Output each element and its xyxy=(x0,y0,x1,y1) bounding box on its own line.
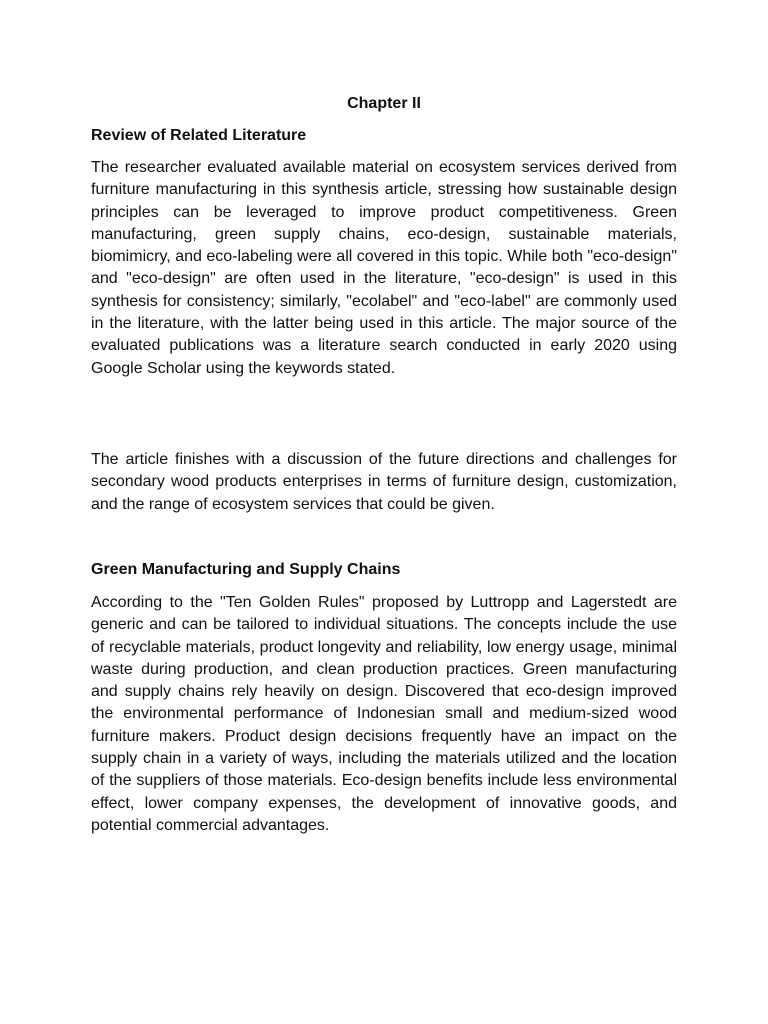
chapter-title: Chapter II xyxy=(347,95,421,112)
section-heading-review: Review of Related Literature xyxy=(91,127,307,144)
green-manufacturing-paragraph: According to the "Ten Golden Rules" proposed by Luttropp and Lagerstedt are generic and can be tailored to individual situations. The concepts include the use of recyclable materials, product longevity and reliability, low energy usage, minimal waste during production, and clean production practices. Green manufacturing and supply chains rely heavily on design. Discovered that eco-design improved the environmental performance of Indonesian small and medium-sized wood furniture makers. Product design decisions frequently have an impact on the supply chain in a variety of ways, including the materials utilized and the location of the suppliers of those materials. Eco-design benefits include less environmental effect, lower company expenses, the development of innovative goods, and potential commercial advantages. xyxy=(91,594,677,834)
review-paragraph-2: The article finishes with a discussion of the future directions and challenges for secondary wood products enterprises in terms of furniture design, customization, and the range of ecosystem services that could be given. xyxy=(91,451,677,513)
section-heading-green-manufacturing: Green Manufacturing and Supply Chains xyxy=(91,561,401,578)
review-paragraph-1: The researcher evaluated available material on ecosystem services derived from furniture manufacturing in this synthesis article, stressing how sustainable design principles can be leveraged to improve product competitiveness. Green manufacturing, green supply chains, eco-design, sustainable materials, biomimicry, and eco-labeling were all covered in this topic. While both "eco-design" and "eco-design" are often used in the literature, "eco-design" is used in this synthesis for consistency; similarly, "ecolabel" and "eco-label" are commonly used in the literature, with the latter being used in this article. The major source of the evaluated publications was a literature search conducted in early 2020 using Google Scholar using the keywords stated. xyxy=(91,159,677,377)
